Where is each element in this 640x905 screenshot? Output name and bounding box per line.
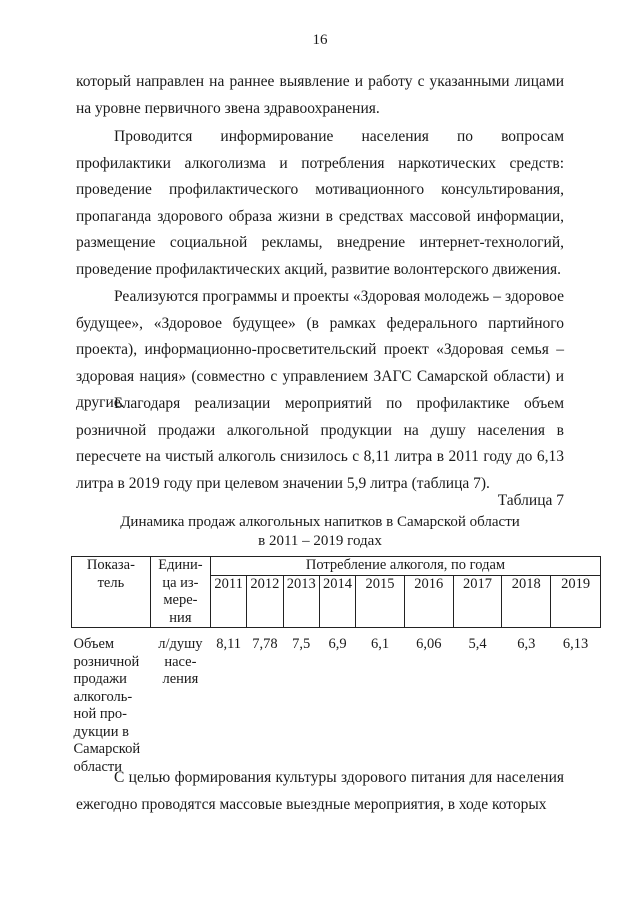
- row-unit: л/душу насе- ления: [158, 636, 203, 687]
- value-cell: 7,78: [252, 636, 278, 652]
- value-cell: 6,9: [328, 636, 347, 652]
- value-cell: 6,06: [416, 636, 442, 652]
- header-year: 2016: [404, 576, 453, 628]
- header-year: 2015: [356, 576, 405, 628]
- value-cell: 6,3: [517, 636, 536, 652]
- page-number: 16: [312, 32, 328, 48]
- header-year: 2018: [502, 576, 551, 628]
- value-cell: 5,4: [468, 636, 487, 652]
- value-cell: 6,13: [562, 636, 589, 652]
- alcohol-sales-table: [71, 556, 601, 776]
- header-year: 2014: [319, 576, 355, 628]
- header-year: 2013: [283, 576, 319, 628]
- paragraph-results: Благодаря реализации мероприятий по профилактике объем розничной продажи алкогольной продукции на душу населения в пересчете на чистый алкоголь снизилось с 8,11 литра в 2011 году до 6,13 литра в 2019 году при целевом значении 5,9 литра (таблица 7).: [76, 395, 564, 492]
- paragraph-informing: Проводится информирование населения по вопросам профилактики алкоголизма и потребления наркотических средств: проведение профилактического мотивационного консультирования, пропаганда здорового образа жизни в средствах массовой информации, размещение социальной рекламы, внедрение интернет-технологий, проведение профилактических акций, развитие волонтерского движения.: [76, 128, 564, 278]
- header-year: 2011: [210, 576, 246, 628]
- table-title: Динамика продаж алкогольных напитков в Самарской области в 2011 – 2019 годах: [120, 514, 520, 549]
- row-indicator: Объем розничной продажи алкоголь- ной про- дукции в Самарской области: [73, 636, 141, 775]
- value-cell: 6,1: [370, 636, 390, 652]
- header-year: 2012: [247, 576, 283, 628]
- table-row: [72, 628, 601, 777]
- table-label: Таблица 7: [497, 492, 564, 509]
- header-consumption-by-year: Потребление алкоголя, по годам: [210, 557, 600, 576]
- value-cell: 7,5: [292, 636, 311, 652]
- value-cell: 8,11: [216, 636, 242, 652]
- paragraph-continuation: который направлен на раннее выявление и работу с указанными лицами на уровне первичного звена здравоохранения.: [76, 73, 564, 117]
- paragraph-programs: Реализуются программы и проекты «Здоровая молодежь – здоровое будущее», «Здоровое будущее» (в рамках федерального партийного проекта), информационно-просветительский проект «Здоровая семья – здоровая нация» (совместно с управлением ЗАГС Самарской области) и другие.: [76, 288, 564, 412]
- paragraph-healthy-nutrition: С целью формирования культуры здорового питания для населения ежегодно проводятся массовые выездные мероприятия, в ходе которых: [76, 769, 564, 813]
- header-indicator: Показа- тель: [72, 557, 151, 628]
- header-unit: Едини- ца из- мере- ния: [150, 557, 210, 628]
- header-year: 2017: [453, 576, 502, 628]
- header-year: 2019: [551, 576, 601, 628]
